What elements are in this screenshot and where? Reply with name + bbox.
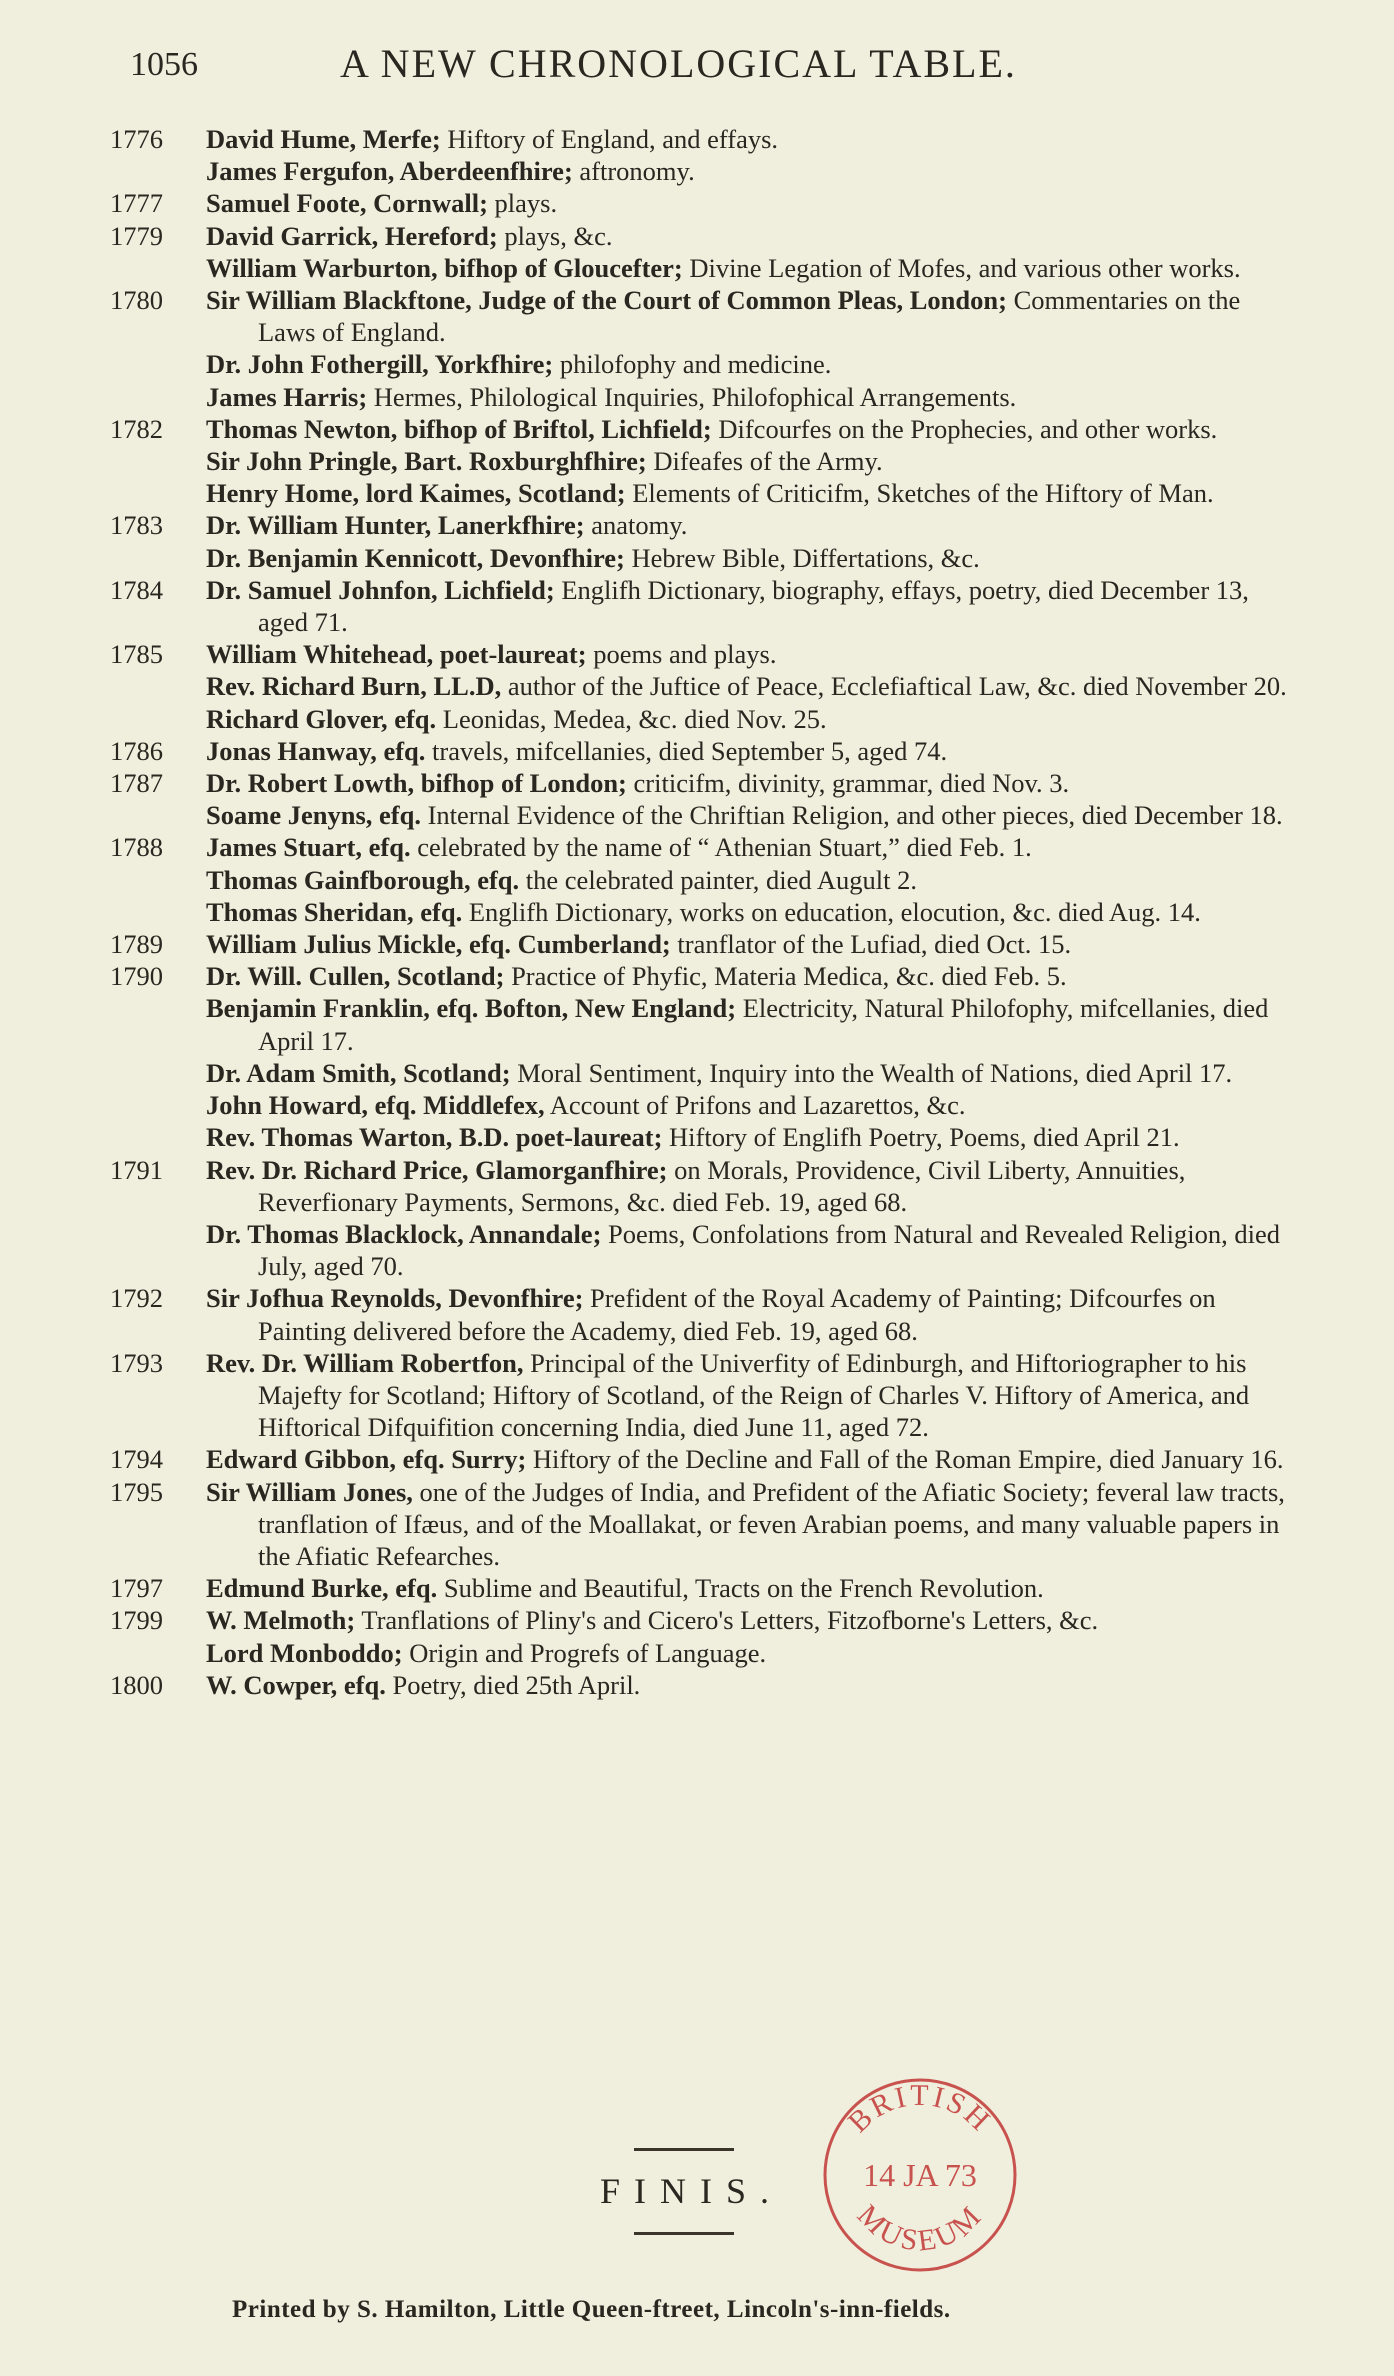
chronology-entry [110, 348, 1290, 380]
entry-body [206, 670, 1290, 702]
finis-rule-top [634, 2148, 734, 2151]
entry-year: 1787 [110, 768, 163, 799]
entry-text: poems and plays. [586, 639, 777, 670]
entry-text: Account of Prifons and Lazarettos, &c. [544, 1090, 966, 1121]
chronology-entry [110, 864, 1290, 896]
entry-year: 1782 [110, 413, 163, 444]
entry-text: Internal Evidence of the Chriftian Religion, and other pieces, died December 18. [420, 800, 1283, 831]
entry-name: Lord Monboddo; [206, 1637, 403, 1668]
printer-colophon: Printed by S. Hamilton, Little Queen-ftreet, Lincoln's-inn-fields. [232, 2296, 951, 2323]
entry-body [206, 638, 1290, 670]
entry-body [206, 1282, 1290, 1346]
entry-name: Dr. John Fothergill, Yorkfhire; [206, 349, 554, 380]
entry-body [206, 831, 1290, 863]
entry-body [206, 735, 1290, 767]
chronology-entry [110, 928, 1290, 960]
chronology-entry [110, 896, 1290, 928]
entry-year: 1794 [110, 1444, 163, 1475]
chronology-entry [110, 252, 1290, 284]
entry-text: Poetry, died 25th April. [385, 1669, 641, 1700]
entry-body [206, 155, 1290, 187]
chronology-entry [110, 509, 1290, 541]
entry-body [206, 1604, 1290, 1636]
entry-body [206, 799, 1290, 831]
chronology-entry [110, 220, 1290, 252]
entry-body [206, 703, 1290, 735]
entry-name: Dr. William Hunter, Lanerkfhire; [206, 510, 585, 541]
entry-text: Moral Sentiment, Inquiry into the Wealth of Nations, died April 17. [510, 1057, 1233, 1088]
entry-name: David Garrick, Hereford; [206, 220, 498, 251]
entry-name: David Hume, Merfe; [206, 124, 441, 154]
entry-text: Tranflations of Pliny's and Cicero's Letters, Fitzofborne's Letters, &c. [355, 1605, 1099, 1636]
entry-text: Hebrew Bible, Differtations, &c. [624, 542, 980, 573]
entry-text: the celebrated painter, died Augult 2. [519, 864, 917, 895]
chronology-entry [110, 477, 1290, 509]
entry-text: one of the Judges of India, and Prefident of the Afiatic Society; feveral law tracts, tranflation of Ifæus, and of the Moallakat, or feven Arabian poems, and many valuable papers in the Afiatic Refearches. [258, 1476, 1285, 1571]
chronology-entry [110, 992, 1290, 1056]
entry-name: Dr. Adam Smith, Scotland; [206, 1057, 511, 1088]
entry-text: anatomy. [584, 510, 688, 541]
entry-year: 1786 [110, 735, 163, 766]
entry-name: Dr. Samuel Johnfon, Lichfield; [206, 574, 555, 605]
entry-name: Thomas Sheridan, efq. [206, 896, 463, 927]
entry-body [206, 1443, 1290, 1475]
entry-body [206, 928, 1290, 960]
entry-body [206, 413, 1290, 445]
entry-name: Henry Home, lord Kaimes, Scotland; [206, 478, 626, 509]
entry-text: Principal of the Univerfity of Edinburgh, and Hiftoriographer to his Majefty for Scotland; Hiftory of Scotland, of the Reign of Charles V. Hiftory of America, and Hiftorical Difquifition concerning India, died June 11, aged 72. [258, 1347, 1250, 1443]
finis-rule-bottom [634, 2232, 734, 2235]
entry-name: Dr. Benjamin Kennicott, Devonfhire; [206, 542, 625, 573]
entry-year: 1799 [110, 1605, 163, 1636]
entry-text: Practice of Phyfic, Materia Medica, &c. died Feb. 5. [504, 961, 1067, 992]
chronology-entry [110, 735, 1290, 767]
entry-body [206, 123, 1290, 155]
entry-body [206, 348, 1290, 380]
entry-name: Benjamin Franklin, efq. Bofton, New England; [206, 993, 737, 1024]
entry-body [206, 1572, 1290, 1604]
entry-year: 1784 [110, 574, 163, 605]
entry-text: author of the Juftice of Peace, Ecclefiaftical Law, &c. died November 20. [501, 671, 1287, 702]
entry-body [206, 574, 1290, 638]
entry-text: Hiftory of the Decline and Fall of the Roman Empire, died January 16. [526, 1444, 1284, 1475]
stamp-date: 14 JA 73 [863, 2157, 977, 2193]
entry-text: Hiftory of England, and effays. [440, 124, 779, 154]
entry-name: James Harris; [206, 381, 368, 412]
entry-text: Hiftory of Englifh Poetry, Poems, died April 21. [662, 1122, 1180, 1153]
entry-text: criticifm, divinity, grammar, died Nov. 3. [626, 768, 1070, 799]
entry-text: Sublime and Beautiful, Tracts on the French Revolution. [437, 1573, 1044, 1604]
chronology-entry [110, 187, 1290, 219]
entry-body [206, 960, 1290, 992]
entry-name: Thomas Gainfborough, efq. [206, 864, 520, 895]
entry-text: Englifh Dictionary, works on education, elocution, &c. died Aug. 14. [462, 896, 1201, 927]
entry-year: 1791 [110, 1154, 163, 1185]
entry-body [206, 1154, 1290, 1218]
entry-name: W. Melmoth; [206, 1605, 356, 1636]
entry-name: Edward Gibbon, efq. Surry; [206, 1444, 527, 1475]
entry-year: 1783 [110, 510, 163, 541]
entry-text: Englifh Dictionary, biography, effays, poetry, died December 13, aged 71. [258, 574, 1249, 638]
entry-year: 1792 [110, 1283, 163, 1314]
entry-text: Hermes, Philological Inquiries, Philofophical Arrangements. [367, 381, 1017, 412]
entry-name: William Julius Mickle, efq. Cumberland; [206, 929, 671, 960]
chronology-entry [110, 1121, 1290, 1153]
entry-body [206, 1121, 1290, 1153]
entry-text: aftronomy. [572, 156, 695, 187]
chronology-entry [110, 123, 1290, 155]
stamp-bottom-text: MUSEUM [850, 2198, 990, 2258]
entry-name: William Warburton, bifhop of Gloucefter; [206, 252, 683, 283]
entry-name: Sir Jofhua Reynolds, Devonfhire; [206, 1283, 584, 1314]
entry-body [206, 1637, 1290, 1669]
library-stamp [815, 2070, 1025, 2280]
entry-name: Rev. Thomas Warton, B.D. poet-laureat; [206, 1122, 663, 1153]
chronology-entry [110, 284, 1290, 348]
chronology-entry [110, 670, 1290, 702]
chronology-list [110, 123, 1290, 1701]
finis-text: FINIS. [600, 2171, 784, 2211]
entry-year: 1776 [110, 124, 163, 154]
entry-name: Rev. Dr. William Robertfon, [206, 1347, 524, 1378]
entry-text: Electricity, Natural Philofophy, mifcellanies, died April 17. [258, 993, 1269, 1056]
svg-text:BRITISH [842, 2079, 998, 2139]
entry-name: John Howard, efq. Middlefex, [206, 1090, 545, 1121]
entry-year: 1790 [110, 961, 163, 992]
chronology-entry [110, 1057, 1290, 1089]
entry-name: W. Cowper, efq. [206, 1669, 386, 1700]
entry-text: Difcourfes on the Prophecies, and other works. [711, 413, 1218, 444]
entry-body [206, 1476, 1290, 1573]
entry-name: Sir William Jones, [206, 1476, 413, 1507]
entry-text: plays, &c. [497, 220, 613, 251]
entry-name: Rev. Richard Burn, LL.D, [206, 671, 502, 702]
entry-text: celebrated by the name of “ Athenian Stuart,” died Feb. 1. [410, 832, 1032, 863]
entry-name: James Stuart, efq. [206, 832, 411, 863]
chronology-entry [110, 1089, 1290, 1121]
chronology-entry [110, 1218, 1290, 1282]
entry-text: Poems, Confolations from Natural and Revealed Religion, died July, aged 70. [258, 1218, 1280, 1282]
chronology-entry [110, 445, 1290, 477]
entry-body [206, 1089, 1290, 1121]
entry-name: William Whitehead, poet-laureat; [206, 639, 587, 670]
entry-body [206, 1057, 1290, 1089]
chronology-entry [110, 1347, 1290, 1444]
entry-body [206, 252, 1290, 284]
chronology-entry [110, 799, 1290, 831]
entry-body [206, 477, 1290, 509]
chronology-entry [110, 1476, 1290, 1573]
finis-block [600, 2148, 820, 2238]
entry-year: 1788 [110, 832, 163, 863]
chronology-entry [110, 960, 1290, 992]
entry-name: Sir John Pringle, Bart. Roxburghfhire; [206, 446, 647, 477]
entry-text: travels, mifcellanies, died September 5, aged 74. [425, 735, 948, 766]
chronology-entry [110, 1604, 1290, 1636]
entry-body [206, 1347, 1290, 1444]
entry-year: 1797 [110, 1573, 163, 1604]
entry-name: Sir William Blackftone, Judge of the Court of Common Pleas, London; [206, 285, 1007, 316]
chronology-entry [110, 831, 1290, 863]
entry-body [206, 284, 1290, 348]
chronology-entry [110, 413, 1290, 445]
entry-year: 1785 [110, 639, 163, 670]
svg-text:MUSEUM [851, 2198, 989, 2257]
entry-text: Leonidas, Medea, &c. died Nov. 25. [436, 703, 827, 734]
entry-name: Thomas Newton, bifhop of Briftol, Lichfield; [206, 413, 712, 444]
entry-year: 1779 [110, 220, 163, 251]
entry-body [206, 220, 1290, 252]
chronology-entry [110, 1572, 1290, 1604]
chronology-entry [110, 155, 1290, 187]
entry-name: Edmund Burke, efq. [206, 1573, 438, 1604]
entry-name: Rev. Dr. Richard Price, Glamorganfhire; [206, 1154, 668, 1185]
entry-name: James Fergufon, Aberdeenfhire; [206, 156, 573, 187]
chronology-entry [110, 1443, 1290, 1475]
chronology-entry [110, 1637, 1290, 1669]
entry-body [206, 992, 1290, 1056]
chronology-entry [110, 574, 1290, 638]
page-number: 1056 [130, 46, 198, 83]
entry-text: Origin and Progrefs of Language. [402, 1637, 767, 1668]
entry-body [206, 896, 1290, 928]
entry-text: Commentaries on the Laws of England. [258, 285, 1241, 348]
entry-name: Soame Jenyns, efq. [206, 800, 421, 831]
chronology-entry [110, 767, 1290, 799]
entry-body [206, 767, 1290, 799]
chronology-entry [110, 703, 1290, 735]
entry-text: Divine Legation of Mofes, and various other works. [682, 252, 1241, 283]
entry-name: Jonas Hanway, efq. [206, 735, 426, 766]
entry-year: 1777 [110, 188, 163, 219]
entry-body [206, 445, 1290, 477]
chronology-entry [110, 638, 1290, 670]
entry-body [206, 381, 1290, 413]
entry-year: 1780 [110, 285, 163, 316]
entry-text: Prefident of the Royal Academy of Painting; Difcourfes on Painting delivered before the Academy, died Feb. 19, aged 68. [258, 1283, 1216, 1346]
entry-year: 1795 [110, 1476, 163, 1507]
entry-year: 1800 [110, 1669, 163, 1700]
entry-body [206, 542, 1290, 574]
entry-name: Samuel Foote, Cornwall; [206, 188, 488, 219]
entry-body [206, 187, 1290, 219]
entry-name: Dr. Thomas Blacklock, Annandale; [206, 1218, 602, 1249]
entry-name: Dr. Will. Cullen, Scotland; [206, 961, 505, 992]
entry-year: 1789 [110, 929, 163, 960]
entry-text: Difeafes of the Army. [646, 446, 883, 477]
entry-name: Dr. Robert Lowth, bifhop of London; [206, 768, 627, 799]
chronology-entry [110, 1669, 1290, 1701]
entry-year: 1793 [110, 1347, 163, 1378]
entry-text: tranflator of the Lufiad, died Oct. 15. [670, 929, 1072, 960]
entry-body [206, 1669, 1290, 1701]
entry-body [206, 864, 1290, 896]
chronology-entry [110, 1154, 1290, 1218]
chronology-entry [110, 1282, 1290, 1346]
entry-text: Elements of Criticifm, Sketches of the Hiftory of Man. [625, 478, 1214, 509]
entry-name: Richard Glover, efq. [206, 703, 437, 734]
chronology-entry [110, 381, 1290, 413]
page-header [130, 40, 1130, 90]
entry-text: plays. [487, 188, 558, 219]
stamp-seal [815, 2070, 1025, 2280]
entry-body [206, 1218, 1290, 1282]
entry-text: philofophy and medicine. [553, 349, 832, 380]
stamp-top-text: BRITISH [841, 2078, 999, 2139]
chronology-entry [110, 542, 1290, 574]
running-title: A NEW CHRONOLOGICAL TABLE. [340, 41, 1017, 86]
entry-body [206, 509, 1290, 541]
entry-text: on Morals, Providence, Civil Liberty, Annuities, Reverfionary Payments, Sermons, &c. died Feb. 19, aged 68. [258, 1154, 1186, 1217]
